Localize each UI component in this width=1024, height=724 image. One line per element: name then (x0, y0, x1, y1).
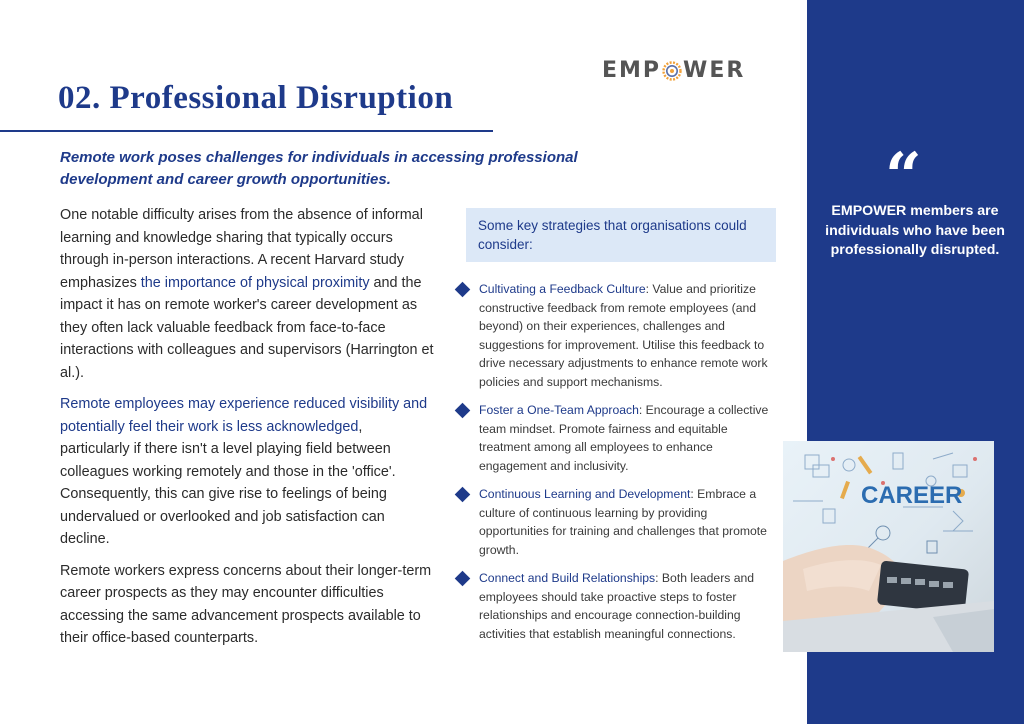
body-paragraph-3: Remote workers express concerns about their longer-term career prospects as they may encounter difficulties accessing the same advancement prospects available to their office-based counterparts. (60, 562, 432, 646)
pull-quote: EMPOWER members are individuals who have been professionally disrupted. (825, 203, 1005, 258)
gear-icon (662, 61, 682, 81)
strategy-lead: Connect and Build Relationships (479, 571, 656, 585)
body-text-run: One notable difficulty arises from the absence of informal learning and knowledge sharing that typically occurs through in-person interactions. A recent Harvard study emphasizes (60, 207, 423, 291)
strategies-list (455, 280, 777, 653)
strategies-heading-box (466, 208, 776, 262)
title-underline (0, 130, 493, 132)
body-highlight: the importance of physical proximity (140, 274, 370, 291)
page-subtitle: Remote work poses challenges for individuals in accessing professional development and career growth opportunities. (60, 149, 578, 188)
quote-mark-icon: “ (885, 139, 922, 214)
strategy-item (455, 401, 777, 475)
strategy-text: : Value and prioritize constructive feedback from remote employees (and beyond) on their experiences, challenges and suggestions for improvement. Utilise this feedback to drive necessary adjustments to enhance remote work policies and support mechanisms. (479, 282, 768, 389)
strategy-lead: Cultivating a Feedback Culture (479, 282, 646, 296)
strategy-text: : Both leaders and employees should take proactive steps to foster relationships and encourage connection-building activities that establish meaningful connections. (479, 571, 755, 641)
career-label: CAREER (861, 482, 963, 509)
career-image (783, 441, 994, 652)
diamond-bullet-icon (455, 403, 471, 419)
body-text (60, 204, 435, 659)
logo-text-left: EMP (602, 58, 662, 83)
strategy-text: : Encourage a collective team mindset. Promote fairness and equitable treatment among all employees to enhance engagement and inclusivity. (479, 403, 769, 473)
strategy-item (455, 569, 777, 643)
body-paragraph-2 (60, 393, 435, 551)
strategy-item (455, 280, 777, 391)
diamond-bullet-icon (455, 571, 471, 587)
strategies-heading: Some key strategies that organisations could consider: (478, 218, 747, 252)
diamond-bullet-icon (455, 282, 471, 298)
strategy-lead: Continuous Learning and Development (479, 487, 691, 501)
career-illustration (783, 441, 994, 652)
body-paragraph-1 (60, 204, 435, 384)
body-highlight: Remote employees may experience reduced visibility and potentially feel their work is less acknowledged (60, 396, 428, 435)
logo-text-right: WER (683, 58, 746, 83)
body-text-run: and the impact it has on remote worker's career development as they often lack valuable feedback from face-to-face interactions with colleagues and supervisors (Harrington et al.). (60, 274, 434, 381)
body-text-run: , particularly if there isn't a level playing field between colleagues working remotely and those in the 'office'. Consequently, this can give rise to feelings of being undervalued or overlooked and job satisfaction can decline. (60, 418, 396, 547)
page-title: 02. Professional Disruption (58, 80, 454, 116)
empower-logo (602, 58, 745, 83)
strategy-lead: Foster a One-Team Approach (479, 403, 639, 417)
strategy-text: : Embrace a culture of continuous learning by providing opportunities for training and challenges that promote growth. (479, 487, 767, 557)
strategy-item (455, 485, 777, 559)
diamond-bullet-icon (455, 487, 471, 503)
